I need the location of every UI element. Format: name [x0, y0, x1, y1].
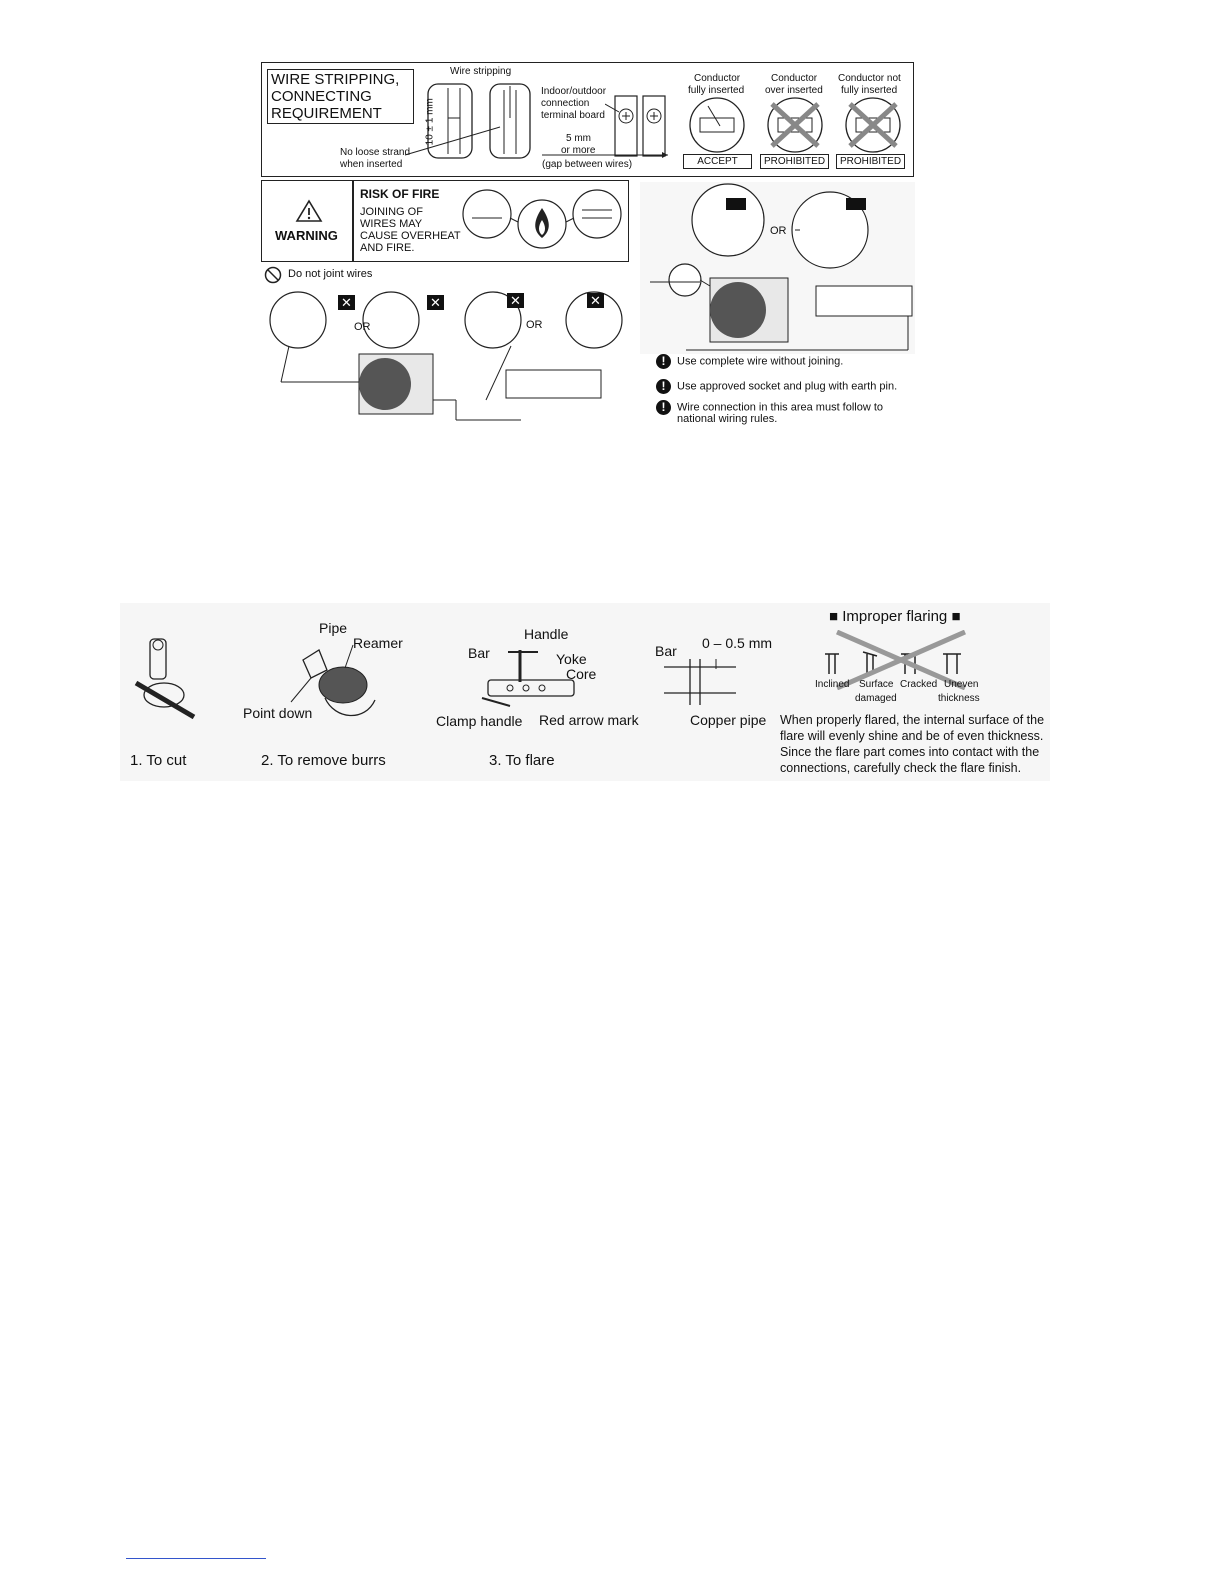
gap-label-1: 5 mm	[566, 133, 591, 144]
title-line-1: WIRE STRIPPING,	[271, 71, 400, 88]
tolerance-label: 0 – 0.5 mm	[702, 635, 773, 651]
step-to-flare: 3. To flare	[489, 752, 555, 769]
note-2-text: Use approved socket and plug with earth pin.	[677, 380, 898, 393]
flaring-tool-illustration	[480, 640, 580, 710]
footer-link-rule	[126, 1558, 266, 1559]
clamp-handle-label: Clamp handle	[436, 713, 523, 729]
note-1-text: Use complete wire without joining.	[677, 355, 844, 368]
inclined-label: Inclined	[815, 679, 850, 690]
copper-pipe-label: Copper pipe	[690, 712, 767, 728]
do-not-joint-label: Do not joint wires	[288, 268, 373, 280]
reamer-illustration	[285, 640, 385, 725]
cracked-label: Cracked	[900, 679, 938, 690]
risk-line-2: WIRES MAY	[360, 218, 423, 230]
pipe-label: Pipe	[319, 620, 348, 636]
gap-arrow	[540, 150, 670, 160]
handle-label: Handle	[524, 626, 569, 642]
note-3-text-1: Wire connection in this area must follow to	[677, 401, 884, 414]
detail-bar-label: Bar	[655, 643, 677, 659]
or-label-2: OR	[526, 319, 543, 331]
conductor-3-caption-1: Conductor not	[838, 73, 901, 84]
conductor-1-caption-1: Conductor	[694, 73, 741, 84]
uneven-label-2: thickness	[938, 693, 980, 704]
terminal-board-1: Indoor/outdoor	[541, 86, 607, 97]
surface-label-1: Surface	[859, 679, 894, 690]
note-3-cont: national wiring rules.	[677, 413, 778, 425]
title-line-2: CONNECTING	[271, 88, 372, 105]
terminal-board-3: terminal board	[541, 110, 605, 121]
correct-wiring-illustration	[640, 182, 915, 354]
flare-note-1: When properly flared, the internal surface of the	[780, 713, 1045, 727]
x-mark-3: ✕	[507, 293, 524, 308]
gap-label-3: (gap between wires)	[542, 159, 633, 170]
prohibited-tag-2: PROHIBITED	[836, 154, 905, 169]
warning-triangle-icon	[295, 199, 323, 223]
note-2	[656, 379, 897, 394]
no-loose-strand-1: No loose strand	[340, 147, 411, 158]
warning-divider	[352, 180, 354, 262]
surface-label-2: damaged	[855, 693, 897, 704]
risk-line-3: CAUSE OVERHEAT	[360, 230, 461, 242]
prohibition-icon	[264, 266, 282, 284]
wire-stripping-label: Wire stripping	[450, 66, 512, 77]
flare-note-4: connections, carefully check the flare finish.	[780, 761, 1022, 775]
wire-stripping-title-box	[267, 69, 414, 124]
red-arrow-label: Red arrow mark	[539, 712, 639, 728]
note-1	[656, 354, 843, 369]
prohibited-tag-1: PROHIBITED	[760, 154, 829, 169]
fire-risk-illustration	[460, 186, 625, 256]
accept-tag: ACCEPT	[683, 154, 752, 169]
gap-label-2: or more	[561, 145, 596, 156]
conductor-1-caption-2: fully inserted	[688, 85, 745, 96]
uneven-label-1: Uneven	[944, 679, 979, 690]
wrong-wiring-illustration	[261, 290, 631, 428]
no-loose-strand-2: when inserted	[340, 159, 403, 170]
conductor-2-caption-1: Conductor	[771, 73, 818, 84]
x-mark-4: ✕	[587, 293, 604, 308]
step-remove-burrs: 2. To remove burrs	[261, 752, 386, 769]
point-down-label: Point down	[243, 705, 313, 721]
flare-depth-illustration	[660, 655, 740, 715]
x-mark-1: ✕	[338, 295, 355, 310]
flare-note-3: Since the flare part comes into contact with the	[780, 745, 1040, 759]
exclamation-icon: !	[656, 354, 671, 369]
or-label-3: OR	[770, 225, 787, 237]
leader-line	[400, 125, 510, 160]
dimension-label: 10 ± 1 mm	[424, 98, 436, 146]
warning-label: WARNING	[275, 228, 338, 243]
risk-title: RISK OF FIRE	[360, 187, 440, 201]
conductor-circles	[680, 96, 912, 154]
risk-line-1: JOINING OF	[360, 206, 423, 218]
core-label: Core	[566, 666, 597, 682]
exclamation-icon: !	[656, 400, 671, 415]
conductor-2-caption-2: over inserted	[765, 85, 823, 96]
flare-note-2: flare will evenly shine and be of even thickness.	[780, 729, 1044, 743]
x-mark-2: ✕	[427, 295, 444, 310]
title-line-3: REQUIREMENT	[271, 105, 382, 122]
conductor-3-caption-2: fully inserted	[841, 85, 898, 96]
bar-label: Bar	[468, 645, 490, 661]
pipe-cutter-illustration	[132, 635, 202, 725]
yoke-label: Yoke	[556, 651, 587, 667]
exclamation-icon: !	[656, 379, 671, 394]
step-to-cut: 1. To cut	[130, 752, 187, 769]
improper-flaring-title: ■ Improper flaring ■	[829, 608, 961, 625]
terminal-board-2: connection	[541, 98, 590, 109]
risk-line-4: AND FIRE.	[360, 242, 415, 254]
or-label-1: OR	[354, 321, 371, 333]
reamer-label: Reamer	[353, 635, 403, 651]
